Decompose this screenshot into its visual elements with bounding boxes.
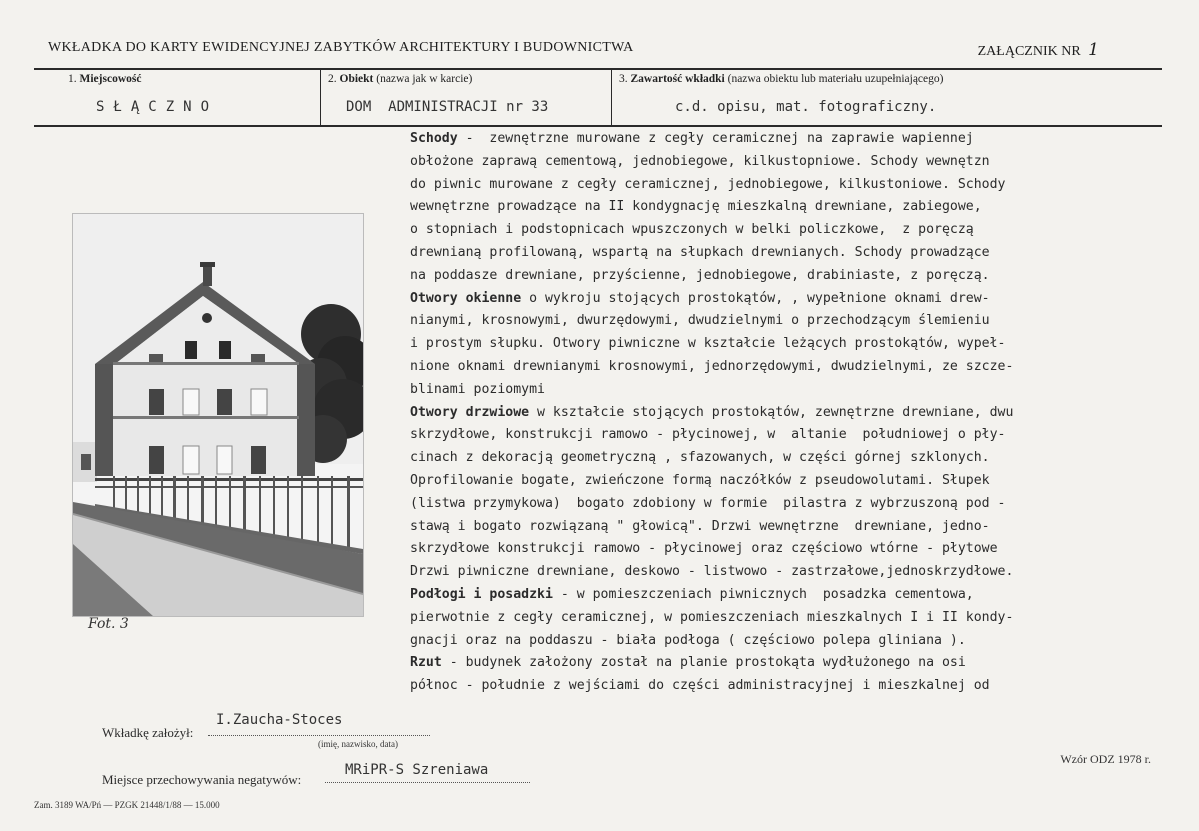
text-line — [410, 128, 1170, 151]
text-line — [410, 219, 1170, 242]
field-1-value: SŁĄCZNO — [96, 99, 219, 115]
text-line — [410, 652, 1170, 675]
photo-caption: Fot. 3 — [88, 616, 129, 632]
print-info: Zam. 3189 WA/Pń — PZGK 21448/1/88 — 15.000 — [34, 800, 220, 810]
line-text: stawą i bogato rozwiązaną " głowicą". Drzwi wewnętrzne drewniane, jedno- — [410, 518, 990, 534]
line-text: - budynek założony został na planie prostokąta wydłużonego na osi — [441, 655, 966, 671]
text-line — [410, 607, 1170, 630]
field-divider-1 — [320, 70, 321, 125]
text-line — [410, 630, 1170, 653]
line-text: (listwa przymykowa) bogato zdobiony w formie pilastra z wybrzuszoną pod - — [410, 495, 1006, 511]
line-text: o stopniach i podstopnicach wpuszczonych w belki policzkowe, z poręczą — [410, 222, 974, 238]
line-text: na poddasze drewniane, przyścienne, jednobiegowe, drabiniaste, z poręczą. — [410, 267, 990, 283]
line-text: Oprofilowanie bogate, zwieńczone formą naczółków z pseudowolutami. Słupek — [410, 472, 990, 488]
text-line — [410, 174, 1170, 197]
text-line — [410, 196, 1170, 219]
founder-value: I.Zaucha-Stoces — [216, 712, 343, 728]
negatives-value: MRiPR-S Szreniawa — [345, 762, 489, 778]
annex-number — [978, 40, 1099, 60]
line-text: Drzwi piwniczne drewniane, deskowo - listwowo - zastrzałowe,jednoskrzydłowe. — [410, 564, 1014, 580]
line-text: nione oknami drewnianymi krosnowymi, jednorzędowymi, dwudzielnymi, ze szcze- — [410, 358, 1014, 374]
text-line — [410, 561, 1170, 584]
line-text: drewnianą profilowaną, wspartą na słupkach drewnianych. Schody prowadzące — [410, 244, 990, 260]
text-line — [410, 242, 1170, 265]
description-text — [410, 128, 1170, 698]
text-line — [410, 516, 1170, 539]
founder-label: Wkładkę założył: — [102, 725, 194, 740]
line-text: do piwnic murowane z cegły ceramicznej, jednobiegowe, kilkustoniowe. Schody — [410, 176, 1006, 192]
header-bottom-rule — [34, 125, 1162, 127]
text-line — [410, 310, 1170, 333]
annex-label: ZAŁĄCZNIK NR — [977, 44, 1081, 59]
section-heading: Schody — [410, 131, 458, 146]
section-heading: Otwory okienne — [410, 290, 522, 306]
line-text: północ - południe z wejściami do części administracyjnej i mieszkalnej od — [410, 678, 990, 694]
section-heading: Rzut — [410, 655, 442, 671]
negatives-label: Miejsce przechowywania negatywów: — [102, 772, 302, 787]
form-template-id: Wzór ODZ 1978 r. — [1060, 752, 1151, 766]
field-2-value: DOM ADMINISTRACJI nr 33 — [346, 99, 549, 115]
annex-number-handwritten: 1 — [1088, 40, 1099, 60]
line-text: - zewnętrzne murowane z cegły ceramicznej na zaprawie wapiennej — [457, 131, 974, 146]
line-text: pierwotnie z cegły ceramicznej, w pomieszczeniach mieszkalnych I i II kondy- — [410, 609, 1014, 625]
text-line — [410, 333, 1170, 356]
field-3-value: c.d. opisu, mat. fotograficzny. — [675, 99, 937, 115]
text-line — [410, 493, 1170, 516]
text-line — [410, 402, 1170, 425]
line-text: skrzydłowe, konstrukcji ramowo - płycinowej, w altanie południowej o pły- — [410, 427, 1006, 443]
field-1-label: 1. Miejscowość — [68, 73, 142, 85]
text-line — [410, 379, 1170, 402]
line-text: gnacji oraz na poddaszu - biała podłoga ( częściowo polepa gliniana ). — [410, 632, 966, 648]
text-line — [410, 675, 1170, 698]
line-text: - w pomieszczeniach piwnicznych posadzka cementowa, — [552, 586, 974, 602]
text-line — [410, 424, 1170, 447]
text-line — [410, 151, 1170, 174]
field-2-label: 2. Obiekt (nazwa jak w karcie) — [328, 73, 473, 85]
text-line — [410, 356, 1170, 379]
header-top-rule — [34, 68, 1162, 70]
text-line — [410, 470, 1170, 493]
section-heading: Otwory drzwiowe — [410, 404, 530, 420]
line-text: w kształcie stojących prostokątów, zewnętrzne drewniane, dwu — [529, 404, 1014, 420]
text-line — [410, 265, 1170, 288]
form-title: WKŁADKA DO KARTY EWIDENCYJNEJ ZABYTKÓW ARCHITEKTURY I BUDOWNICTWA — [48, 40, 634, 55]
text-line — [410, 447, 1170, 470]
building-photo — [72, 213, 364, 617]
founder-dotted-line — [208, 735, 430, 736]
line-text: obłożone zaprawą cementową, jednobiegowe, kilkustopniowe. Schody wewnętzn — [410, 153, 990, 169]
line-text: cinach z dekoracją geometryczną , sfazowanych, w części górnej szklonych. — [410, 450, 990, 466]
line-text: i prostym słupku. Otwory piwniczne w kształcie leżących prostokątów, wypeł- — [410, 336, 1006, 352]
line-text: skrzydłowe konstrukcji ramowo - płycinowej oraz częściowo wtórne - płytowe — [410, 541, 998, 557]
section-heading: Podłogi i posadzki — [410, 586, 553, 602]
negatives-dotted-line — [325, 782, 530, 783]
text-line — [410, 288, 1170, 311]
founder-note: (imię, nazwisko, data) — [318, 739, 398, 749]
line-text: nianymi, krosnowymi, dwurzędowymi, dwudzielnymi o przechodzącym ślemieniu — [410, 313, 990, 329]
line-text: o wykroju stojących prostokątów, , wypełnione oknami drew- — [521, 290, 990, 306]
text-line — [410, 584, 1170, 607]
field-divider-2 — [611, 70, 612, 125]
field-3-label: 3. Zawartość wkładki (nazwa obiektu lub materiału uzupełniającego) — [619, 73, 944, 85]
text-line — [410, 538, 1170, 561]
line-text: wewnętrzne prowadzące na II kondygnację mieszkalną drewniane, zabiegowe, — [410, 199, 982, 215]
line-text: blinami poziomymi — [410, 381, 545, 397]
